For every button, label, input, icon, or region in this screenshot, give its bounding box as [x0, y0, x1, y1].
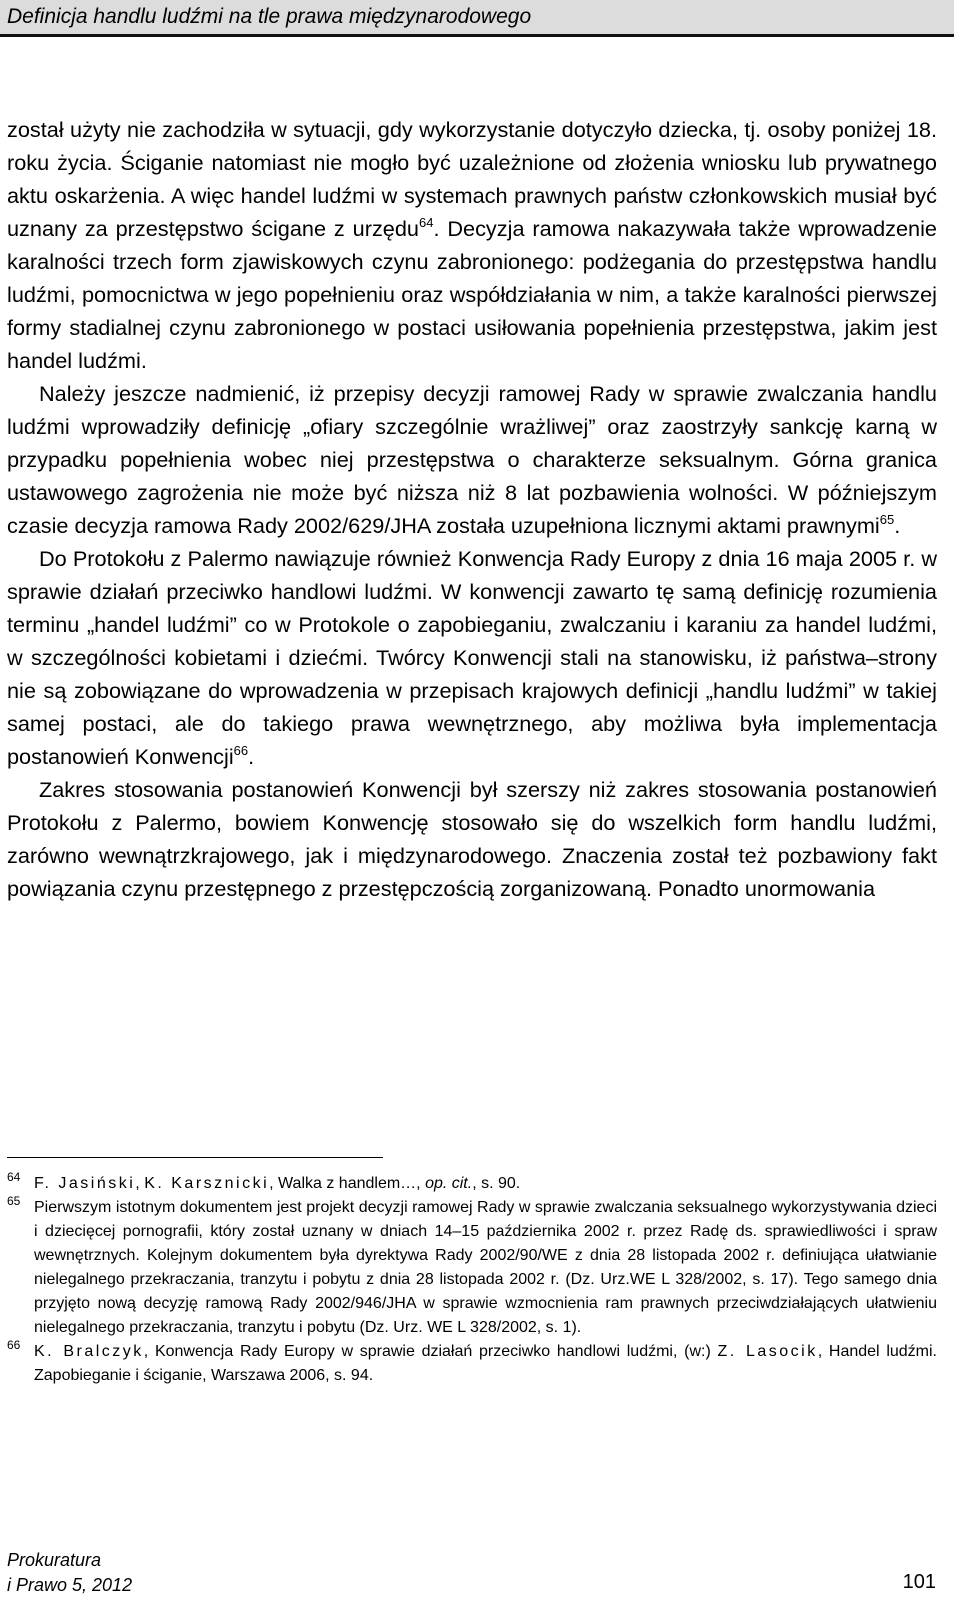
footnote-author: Z. Lasocik: [717, 1343, 818, 1360]
footnote-text: ,: [135, 1175, 145, 1192]
footnote-separator: [7, 1157, 383, 1158]
paragraph-3-text-a: Do Protokołu z Palermo nawiązuje również Konwencja Rady Europy z dnia 16 maja 2005 r. w sprawie działań przeciwko handlowi ludźmi. W konwencji zawarto tę samą definicję rozumienia terminu „handel ludźmi” co w Protokole o zapobieganiu, zwalczaniu i karaniu za handel ludźmi, w szczególności kobietami i dziećmi. Twórcy Konwencji stali na stanowisku, iż państwa–strony nie są zobowiązane do wprowadzenia w przepisach krajowych definicji „handlu ludźmi” w takiej samej postaci, ale do takiego prawa wewnętrznego, aby możliwa była implementacja postanowień Konwencji: [7, 546, 937, 769]
paragraph-4: Zakres stosowania postanowień Konwencji był szerszy niż zakres stosowania postanowień Protokołu z Palermo, bowiem Konwencję stosowało się do wszelkich form handlu ludźmi, zarówno wewnątrzkrajowego, jak i międzynarodowego. Znaczenia został też pozbawiony fakt powiązania czynu przestępnego z przestępczością zorganizowaną. Ponadto unormowania: [7, 777, 937, 901]
footnote-text: , Konwencja Rady Europy w sprawie działań przeciwko handlowi ludźmi, (w:): [143, 1343, 718, 1360]
paragraph-1-text-b: . Decyzja ramowa nakazywała także wprowadzenie karalności trzech form zjawiskowych czynu zabronionego: podżegania do przestępstwa handlu ludźmi, pomocnictwa w jego popełnieniu oraz współdziałania w nim, a także karalności pierwszej formy stadialnej czynu zabronionego w postaci usiłowania popełnienia przestępstwa, jakim jest handel ludźmi.: [7, 216, 937, 373]
footnote-text-italic: op. cit.: [425, 1175, 473, 1192]
journal-info: [7, 1548, 132, 1598]
footnote-64: [7, 1172, 937, 1196]
footnote-text: , s. 90.: [472, 1175, 521, 1192]
journal-issue: i Prawo 5, 2012: [7, 1575, 133, 1595]
paragraph-2-text-a: Należy jeszcze nadmienić, iż przepisy decyzji ramowej Rady w sprawie zwalczania handlu ludźmi wprowadziły definicję „ofiary szczególnie wrażliwej” oraz zaostrzyły sankcję karną w przypadku popełnienia wobec niej przestępstwa o charakterze seksualnym. Górna granica ustawowego zagrożenia nie może być niższa niż 8 lat pozbawienia wolności. W późniejszym czasie decyzja ramowa Rady 2002/629/JHA została uzupełniona licznymi aktami prawnymi: [7, 381, 937, 538]
footnote-author: K. Karsznicki: [144, 1175, 270, 1192]
journal-name: Prokuratura: [7, 1550, 102, 1570]
running-header: [0, 0, 954, 37]
footnote-number: 66: [7, 1338, 21, 1352]
paragraph-2: [7, 377, 937, 542]
footnote-ref-65[interactable]: 65: [879, 512, 895, 527]
running-header-title: Definicja handlu ludźmi na tle prawa międzynarodowego: [7, 5, 532, 28]
footnotes: [7, 1172, 937, 1388]
paragraph-3-text-b: .: [248, 744, 255, 769]
footnote-text: , Handel ludźmi. Zapobieganie i ściganie, Warszawa 2006, s. 94.: [34, 1343, 938, 1384]
paragraph-2-text-b: .: [894, 513, 901, 538]
paragraph-1-text-a: został użyty nie zachodziła w sytuacji, gdy wykorzystanie dotyczyło dziecka, tj. osoby poniżej 18. roku życia. Ściganie natomiast nie mogło być uzależnione od złożenia wniosku lub prywatnego aktu oskarżenia. A więc handel ludźmi w systemach prawnych państw członkowskich musiał być uznany za przestępstwo ścigane z urzędu: [7, 117, 937, 241]
footnote-author: F. Jasiński: [34, 1175, 136, 1192]
page-number: 101: [902, 1571, 936, 1593]
footnote-ref-64[interactable]: 64: [418, 215, 434, 230]
footnote-66: [7, 1340, 937, 1388]
footnote-number: 64: [7, 1170, 21, 1184]
footnote-text: Pierwszym istotnym dokumentem jest projekt decyzji ramowej Rady w sprawie zwalczania seksualnego wykorzystywania dzieci i dziecięcej pornografii, który został uznany w dniach 14–15 października 2002 r. przez Radę ds. sprawiedliwości i spraw wewnętrznych. Kolejnym dokumentem była dyrektywa Rady 2002/90/WE z dnia 28 listopada 2002 r. definiująca ułatwianie nielegalnego przekraczania, tranzytu i pobytu z dnia 28 listopada 2002 r. (Dz. Urz.WE L 328/2002, s. 17). Tego samego dnia przyjęto nową decyzję ramową Rady 2002/946/JHA w sprawie wzmocnienia ram prawnych przeciwdziałających ułatwieniu nielegalnego przekraczania, tranzytu i pobytu (Dz. Urz. WE L 328/2002, s. 1).: [34, 1199, 937, 1336]
footnote-text: , Walka z handlem…,: [269, 1175, 426, 1192]
footnote-author: K. Bralczyk: [34, 1343, 144, 1360]
footnote-ref-66[interactable]: 66: [233, 743, 249, 758]
footnote-65: [7, 1196, 937, 1340]
main-text: [7, 113, 937, 905]
paragraph-3: [7, 542, 937, 773]
paragraph-1: [7, 113, 937, 377]
footnote-number: 65: [7, 1194, 21, 1208]
